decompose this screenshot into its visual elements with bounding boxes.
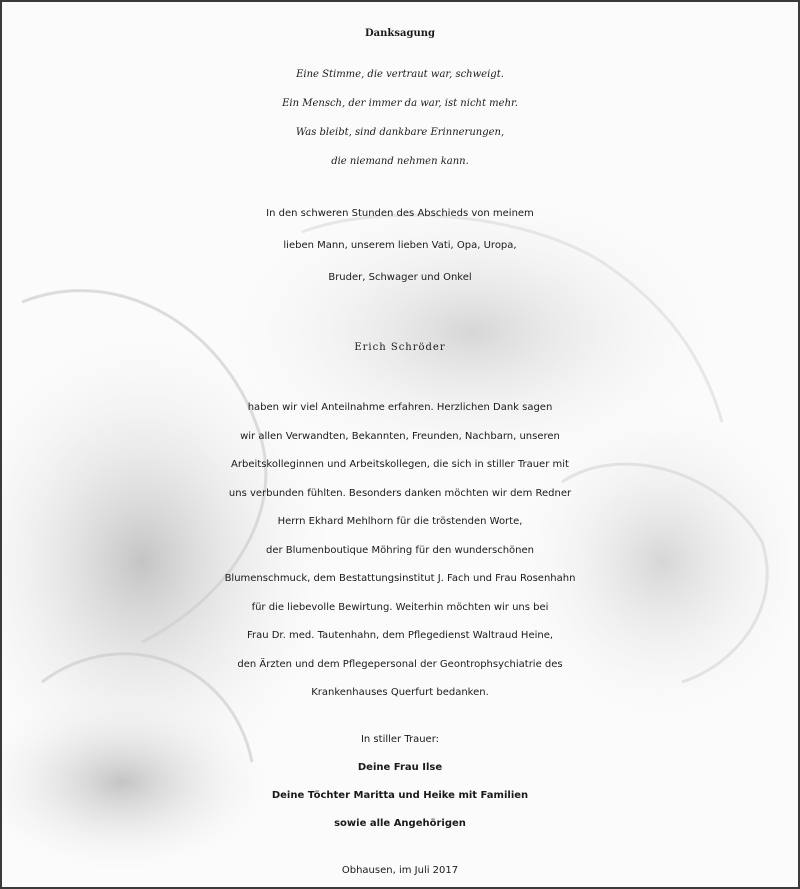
signature-intro: In stiller Trauer: — [360, 733, 440, 745]
notice-content — [2, 2, 798, 884]
poem-line: Ein Mensch, der immer da war, ist nicht mehr. — [282, 98, 518, 109]
signature-line: Deine Töchter Maritta und Heike mit Familien — [271, 789, 529, 801]
intro-line: lieben Mann, unserem lieben Vati, Opa, Uropa, — [283, 240, 517, 251]
place-date: Obhausen, im Juli 2017 — [341, 864, 459, 876]
body-line: Herrn Ekhard Mehlhorn für die tröstenden Worte, — [277, 516, 523, 527]
body-line: haben wir viel Anteilnahme erfahren. Herzlichen Dank sagen — [247, 402, 553, 413]
poem — [2, 60, 798, 176]
body-text — [2, 394, 798, 708]
deceased-name: Erich Schröder — [354, 342, 446, 353]
poem-line: Eine Stimme, die vertraut war, schweigt. — [296, 69, 504, 80]
body-line: Krankenhauses Querfurt bedanken. — [311, 687, 489, 698]
intro-line: In den schweren Stunden des Abschieds von meinem — [266, 208, 534, 219]
poem-line: die niemand nehmen kann. — [331, 156, 469, 167]
poem-line: Was bleibt, sind dankbare Erinnerungen, — [295, 127, 505, 138]
body-line: Arbeitskolleginnen und Arbeitskollegen, die sich in stiller Trauer mit — [231, 459, 569, 470]
body-line: für die liebevolle Bewirtung. Weiterhin möchten wir uns bei — [251, 601, 549, 613]
body-line: Frau Dr. med. Tautenhahn, dem Pflegedienst Waltraud Heine, — [246, 630, 554, 641]
body-line: Blumenschmuck, dem Bestattungsinstitut J. Fach und Frau Rosenhahn — [224, 573, 576, 584]
body-line: der Blumenboutique Möhring für den wunderschönen — [266, 544, 534, 556]
body-line: den Ärzten und dem Pflegepersonal der Geontrophsychiatrie des — [237, 658, 563, 670]
intro-text — [2, 198, 798, 294]
heading: Danksagung — [365, 28, 435, 39]
intro-line: Bruder, Schwager und Onkel — [328, 272, 472, 283]
signature-block — [2, 726, 798, 838]
signature-line: sowie alle Angehörigen — [334, 817, 466, 829]
body-line: uns verbunden fühlten. Besonders danken möchten wir dem Redner — [228, 487, 572, 499]
body-line: wir allen Verwandten, Bekannten, Freunden, Nachbarn, unseren — [240, 430, 560, 442]
signature-line: Deine Frau Ilse — [357, 761, 443, 773]
